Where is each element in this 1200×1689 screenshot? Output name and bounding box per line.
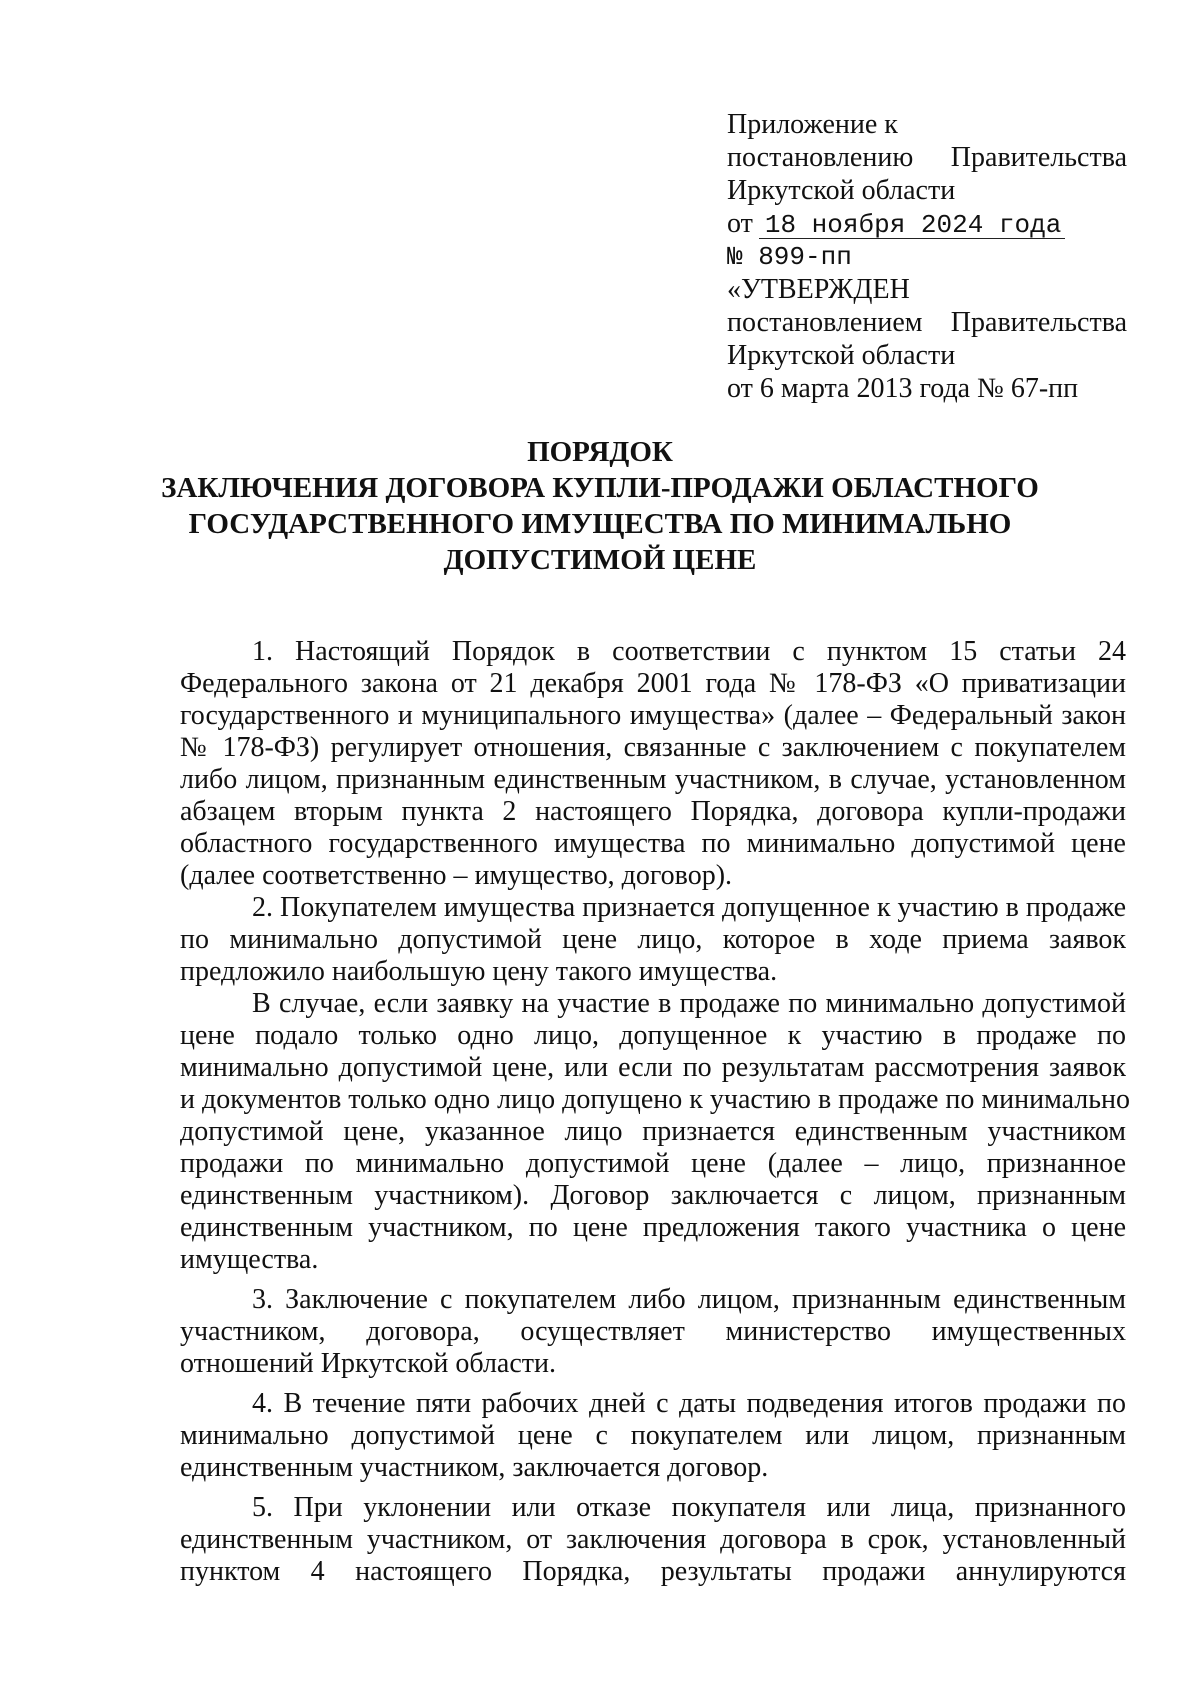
text-line: допустимой цене, указанное лицо признается единственным участником — [180, 1116, 1126, 1147]
text-line: либо лицом, признанным единственным участником, в случае, установленном — [180, 764, 1126, 795]
text-line: и документов только одно лицо допущено к участию в продаже по минимально — [180, 1084, 1131, 1115]
annex-region: Иркутской области — [727, 175, 956, 206]
annex-number: № 899-пп — [727, 242, 852, 272]
text-line: минимально допустимой цене с покупателем или лицом, признанным — [180, 1420, 1126, 1451]
annex-line — [727, 273, 1127, 306]
text-line: 4. В течение пяти рабочих дней с даты подведения итогов продажи по — [252, 1388, 1126, 1419]
document-body — [180, 636, 1131, 1588]
approval-resolution-word: постановлением — [727, 307, 923, 338]
text-line: государственного и муниципального имущества» (далее – Федеральный закон — [180, 700, 1126, 731]
text-line: № 178-ФЗ) регулирует отношения, связанные с заключением с покупателем — [180, 732, 1126, 763]
text-line: имущества. — [180, 1244, 319, 1275]
annex-line — [727, 174, 1127, 207]
paragraph-4 — [180, 1284, 1126, 1380]
annex-line — [727, 240, 1127, 273]
annex-line — [727, 108, 1127, 141]
title-line: ДОПУСТИМОЙ ЦЕНЕ — [443, 544, 757, 576]
annex-date-value: 18 ноября 2024 года — [759, 212, 1065, 239]
text-line: по минимально допустимой цене лицо, которое в ходе приема заявок — [180, 924, 1126, 955]
text-line: отношений Иркутской области. — [180, 1348, 556, 1379]
approval-government-word: Правительства — [950, 307, 1127, 338]
annex-date-line — [727, 207, 1127, 240]
paragraph-2 — [180, 892, 1126, 988]
text-line: предложило наибольшую цену такого имущества. — [180, 956, 778, 987]
text-line: участником, договора, осуществляет министерство имущественных — [180, 1316, 1126, 1347]
annex-line — [727, 306, 1127, 339]
text-line: Федерального закона от 21 декабря 2001 года № 178-ФЗ «О приватизации — [180, 668, 1126, 699]
title-line: ПОРЯДОК — [527, 436, 673, 468]
text-line: единственным участником, по цене предложения такого участника о цене — [180, 1212, 1126, 1243]
text-line: минимально допустимой цене, или если по результатам рассмотрения заявок — [180, 1052, 1126, 1083]
title-line: ГОСУДАРСТВЕННОГО ИМУЩЕСТВА ПО МИНИМАЛЬНО — [188, 508, 1012, 540]
annex-line — [727, 141, 1127, 174]
text-line: 3. Заключение с покупателем либо лицом, признанным единственным — [252, 1284, 1126, 1315]
text-line: 1. Настоящий Порядок в соответствии с пунктом 15 статьи 24 — [252, 636, 1126, 667]
text-line: пунктом 4 настоящего Порядка, результаты продажи аннулируются — [180, 1556, 1126, 1587]
approval-region: Иркутской области — [727, 340, 956, 371]
document-title — [160, 434, 1040, 578]
text-line: единственным участником, от заключения договора в срок, установленный — [180, 1524, 1126, 1555]
text-line: (далее соответственно – имущество, договор). — [180, 860, 733, 891]
text-line: единственным участником, заключается договор. — [180, 1452, 769, 1483]
text-line: абзацем вторым пункта 2 настоящего Порядка, договора купли-продажи — [180, 796, 1126, 827]
annex-government-word: Правительства — [950, 142, 1127, 173]
annex-date-prefix: от — [727, 208, 753, 239]
annex-line — [727, 339, 1127, 372]
title-line: ЗАКЛЮЧЕНИЯ ДОГОВОРА КУПЛИ-ПРОДАЖИ ОБЛАСТНОГО — [161, 472, 1039, 504]
paragraph-6 — [180, 1492, 1126, 1588]
approval-heading: «УТВЕРЖДЕН — [727, 274, 910, 305]
paragraph-gap — [180, 1276, 1126, 1284]
paragraph-gap — [180, 1380, 1126, 1388]
text-line: В случае, если заявку на участие в продаже по минимально допустимой — [252, 988, 1126, 1019]
text-line: областного государственного имущества по минимально допустимой цене — [180, 828, 1126, 859]
text-line: продажи по минимально допустимой цене (далее – лицо, признанное — [180, 1148, 1126, 1179]
text-line: 5. При уклонении или отказе покупателя или лица, признанного — [252, 1492, 1126, 1523]
paragraph-5 — [180, 1388, 1126, 1484]
paragraph-gap — [180, 1484, 1126, 1492]
text-line: 2. Покупателем имущества признается допущенное к участию в продаже — [252, 892, 1127, 923]
paragraph-3 — [180, 988, 1131, 1276]
annex-resolution-word: постановлению — [727, 142, 914, 173]
approval-date: от 6 марта 2013 года № 67-пп — [727, 373, 1079, 404]
paragraph-1 — [180, 636, 1126, 892]
annex-block — [727, 108, 1127, 405]
annex-line — [727, 372, 1127, 405]
text-line: единственным участником). Договор заключается с лицом, признанным — [180, 1180, 1126, 1211]
annex-title: Приложение к — [727, 109, 898, 140]
text-line: цене подало только одно лицо, допущенное к участию в продаже по — [180, 1020, 1126, 1051]
